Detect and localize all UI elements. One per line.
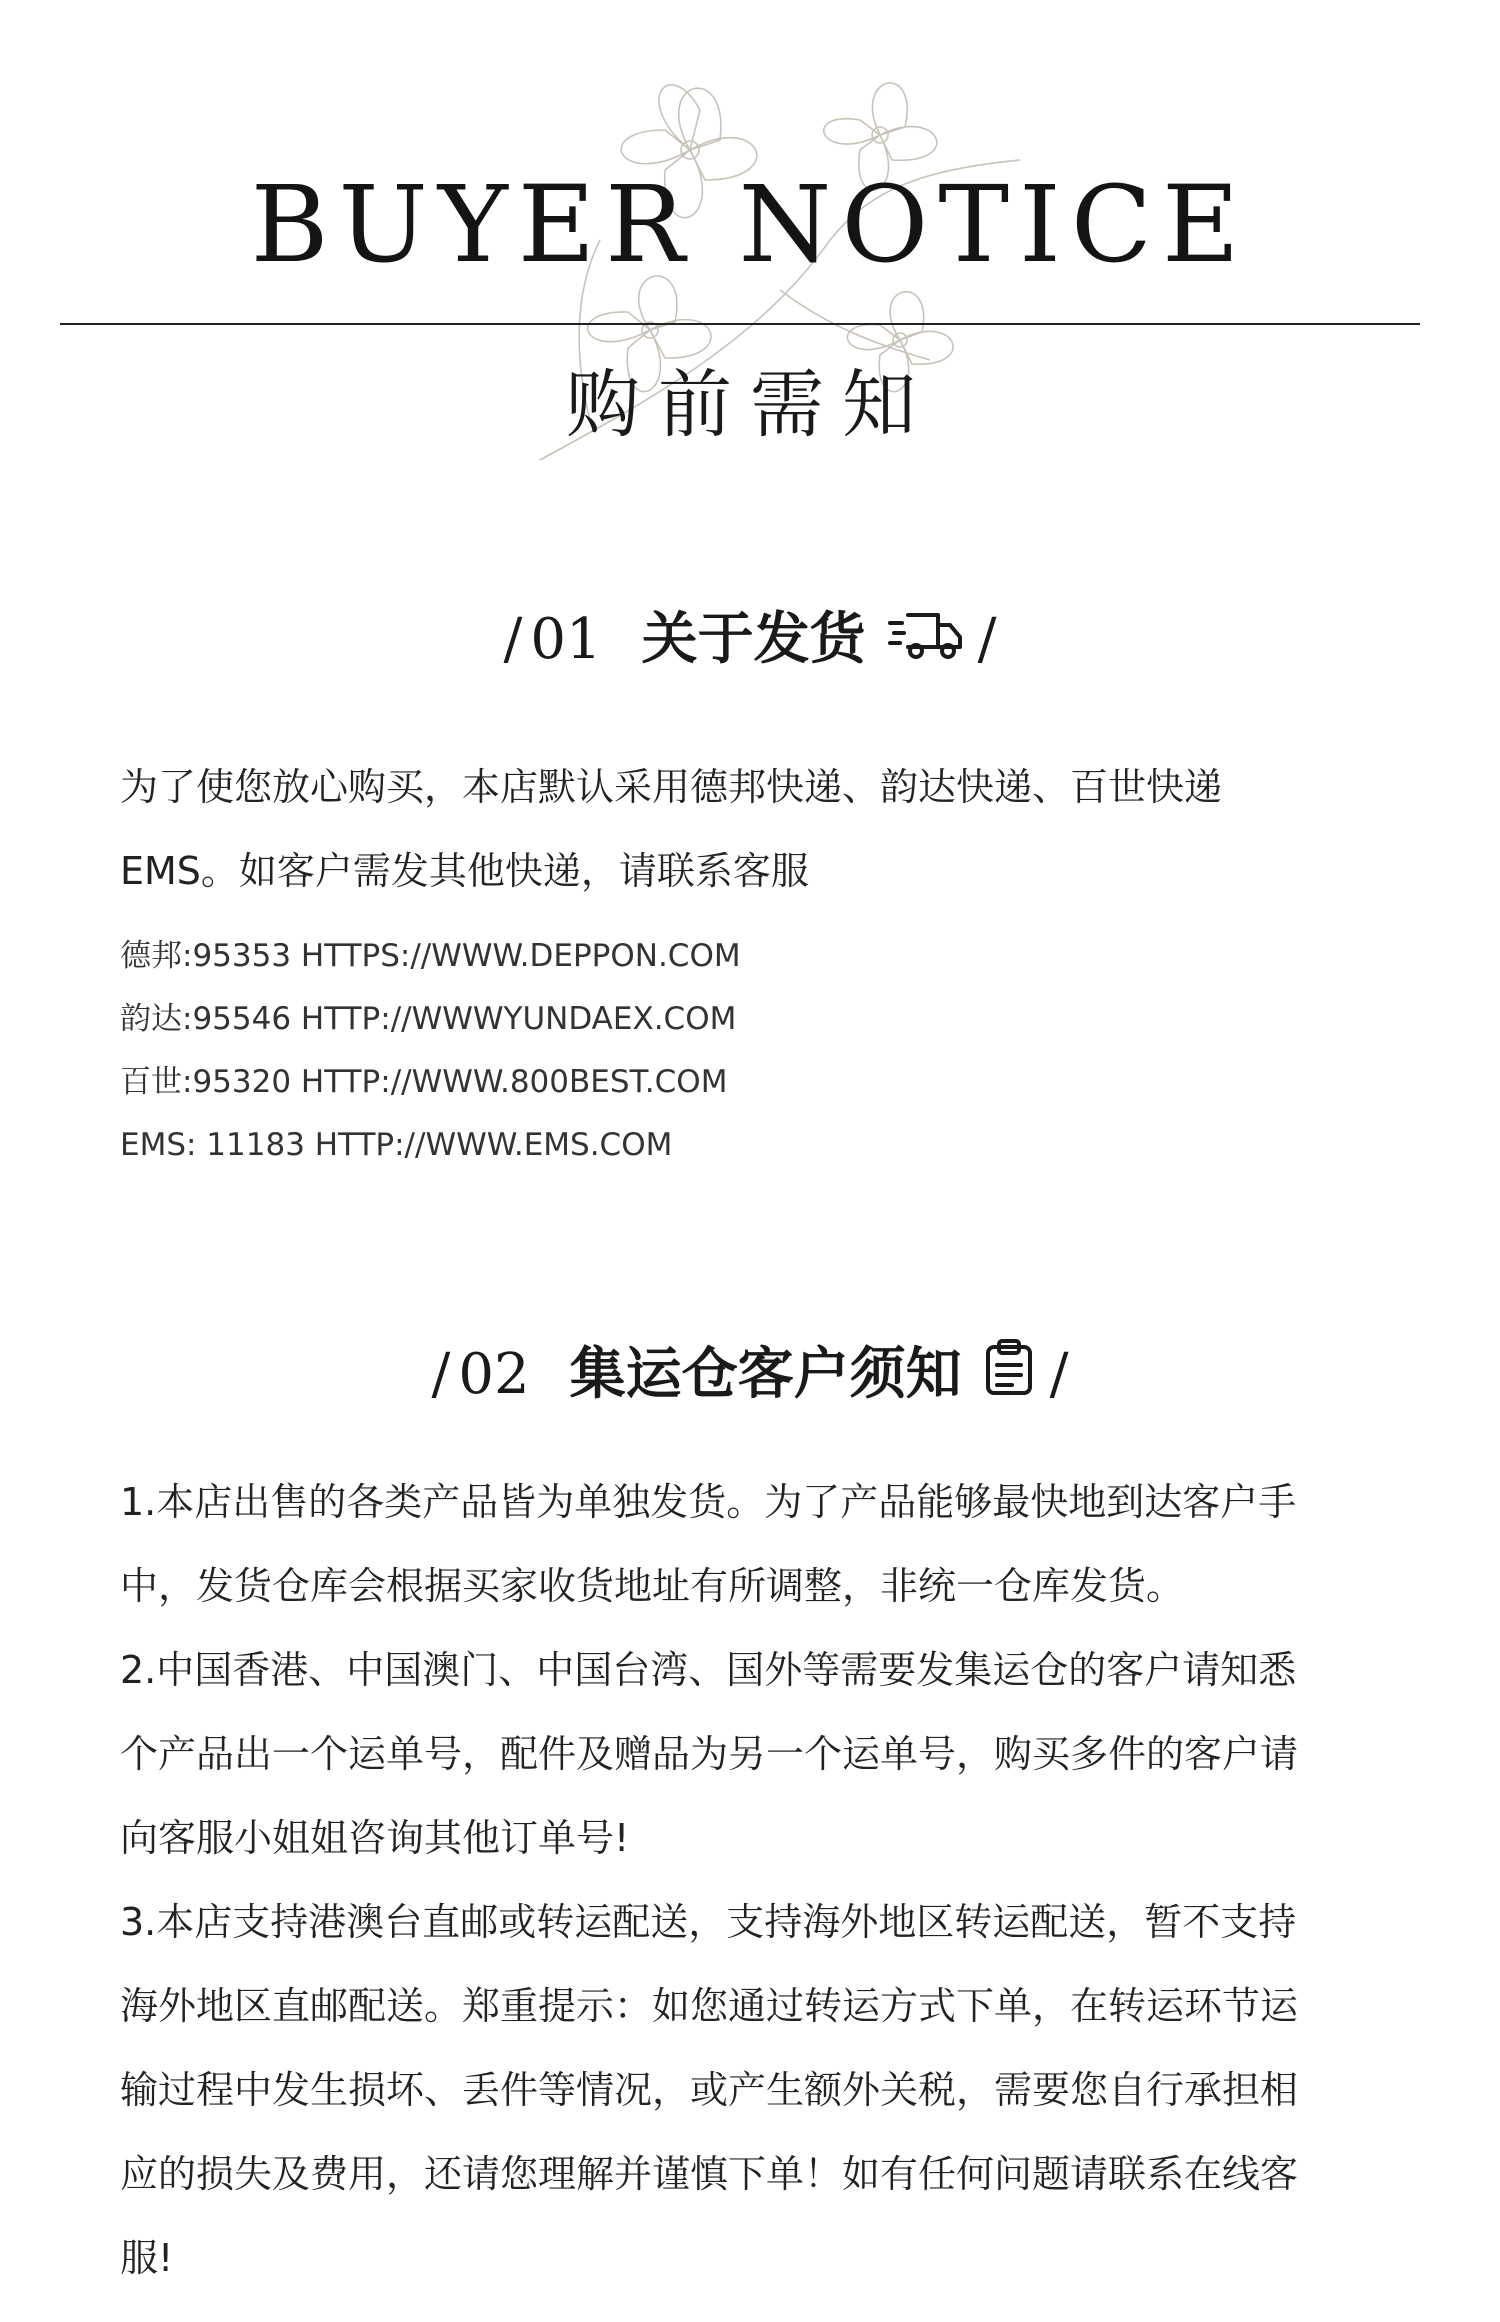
section-2-heading: [0, 1335, 1500, 1419]
paragraph-line: 为了使您放心购买，本店默认采用德邦快递、韵达快递、百世快递: [120, 765, 1223, 809]
section-1-heading: [0, 600, 1500, 683]
delivery-truck-icon: [886, 603, 964, 683]
title-divider: [60, 323, 1420, 325]
consolidation-notice: [120, 1460, 1390, 2300]
courier-contact-list: [120, 925, 1380, 1177]
slash-left: /: [431, 1342, 451, 1407]
courier-contact: 百世:95320 HTTP://WWW.800BEST.COM: [120, 1064, 728, 1100]
notice-line: 服!: [120, 2236, 174, 2280]
notice-line: 2.中国香港、中国澳门、中国台湾、国外等需要发集运仓的客户请知悉: [120, 1648, 1297, 1692]
section-title: 关于发货: [641, 607, 866, 672]
notice-line: 中，发货仓库会根据买家收货地址有所调整，非统一仓库发货。: [120, 1564, 1185, 1608]
notice-header: [0, 0, 1500, 520]
slash-left: /: [503, 607, 523, 672]
slash-right: /: [1049, 1342, 1069, 1407]
paragraph-line: EMS。如客户需发其他快递，请联系客服: [120, 849, 809, 893]
clipboard-icon: [982, 1337, 1036, 1419]
notice-line: 输过程中发生损坏、丢件等情况，或产生额外关税，需要您自行承担相: [120, 2068, 1299, 2112]
courier-contact: EMS: 11183 HTTP://WWW.EMS.COM: [120, 1127, 673, 1163]
notice-line: 3.本店支持港澳台直邮或转运配送，支持海外地区转运配送，暂不支持: [120, 1900, 1297, 1944]
english-title: BUYER NOTICE: [250, 163, 1250, 286]
notice-line: 个产品出一个运单号，配件及赠品为另一个运单号，购买多件的客户请: [120, 1732, 1299, 1776]
notice-line: 向客服小姐姐咨询其他订单号!: [120, 1816, 630, 1860]
section-number: 01: [530, 607, 602, 672]
notice-line: 海外地区直邮配送。郑重提示：如您通过转运方式下单，在转运环节运: [120, 1984, 1299, 2028]
slash-right: /: [977, 607, 997, 672]
shipping-paragraph: [120, 745, 1390, 913]
notice-line: 应的损失及费用，还请您理解并谨慎下单！如有任何问题请联系在线客: [120, 2152, 1299, 2196]
section-number: 02: [458, 1342, 530, 1407]
chinese-title: 购前需知: [566, 362, 934, 448]
courier-contact: 德邦:95353 HTTPS://WWW.DEPPON.COM: [120, 938, 741, 974]
section-title: 集运仓客户须知: [569, 1342, 962, 1407]
notice-line: 1.本店出售的各类产品皆为单独发货。为了产品能够最快地到达客户手: [120, 1480, 1297, 1524]
courier-contact: 韵达:95546 HTTP://WWWYUNDAEX.COM: [120, 1001, 737, 1037]
